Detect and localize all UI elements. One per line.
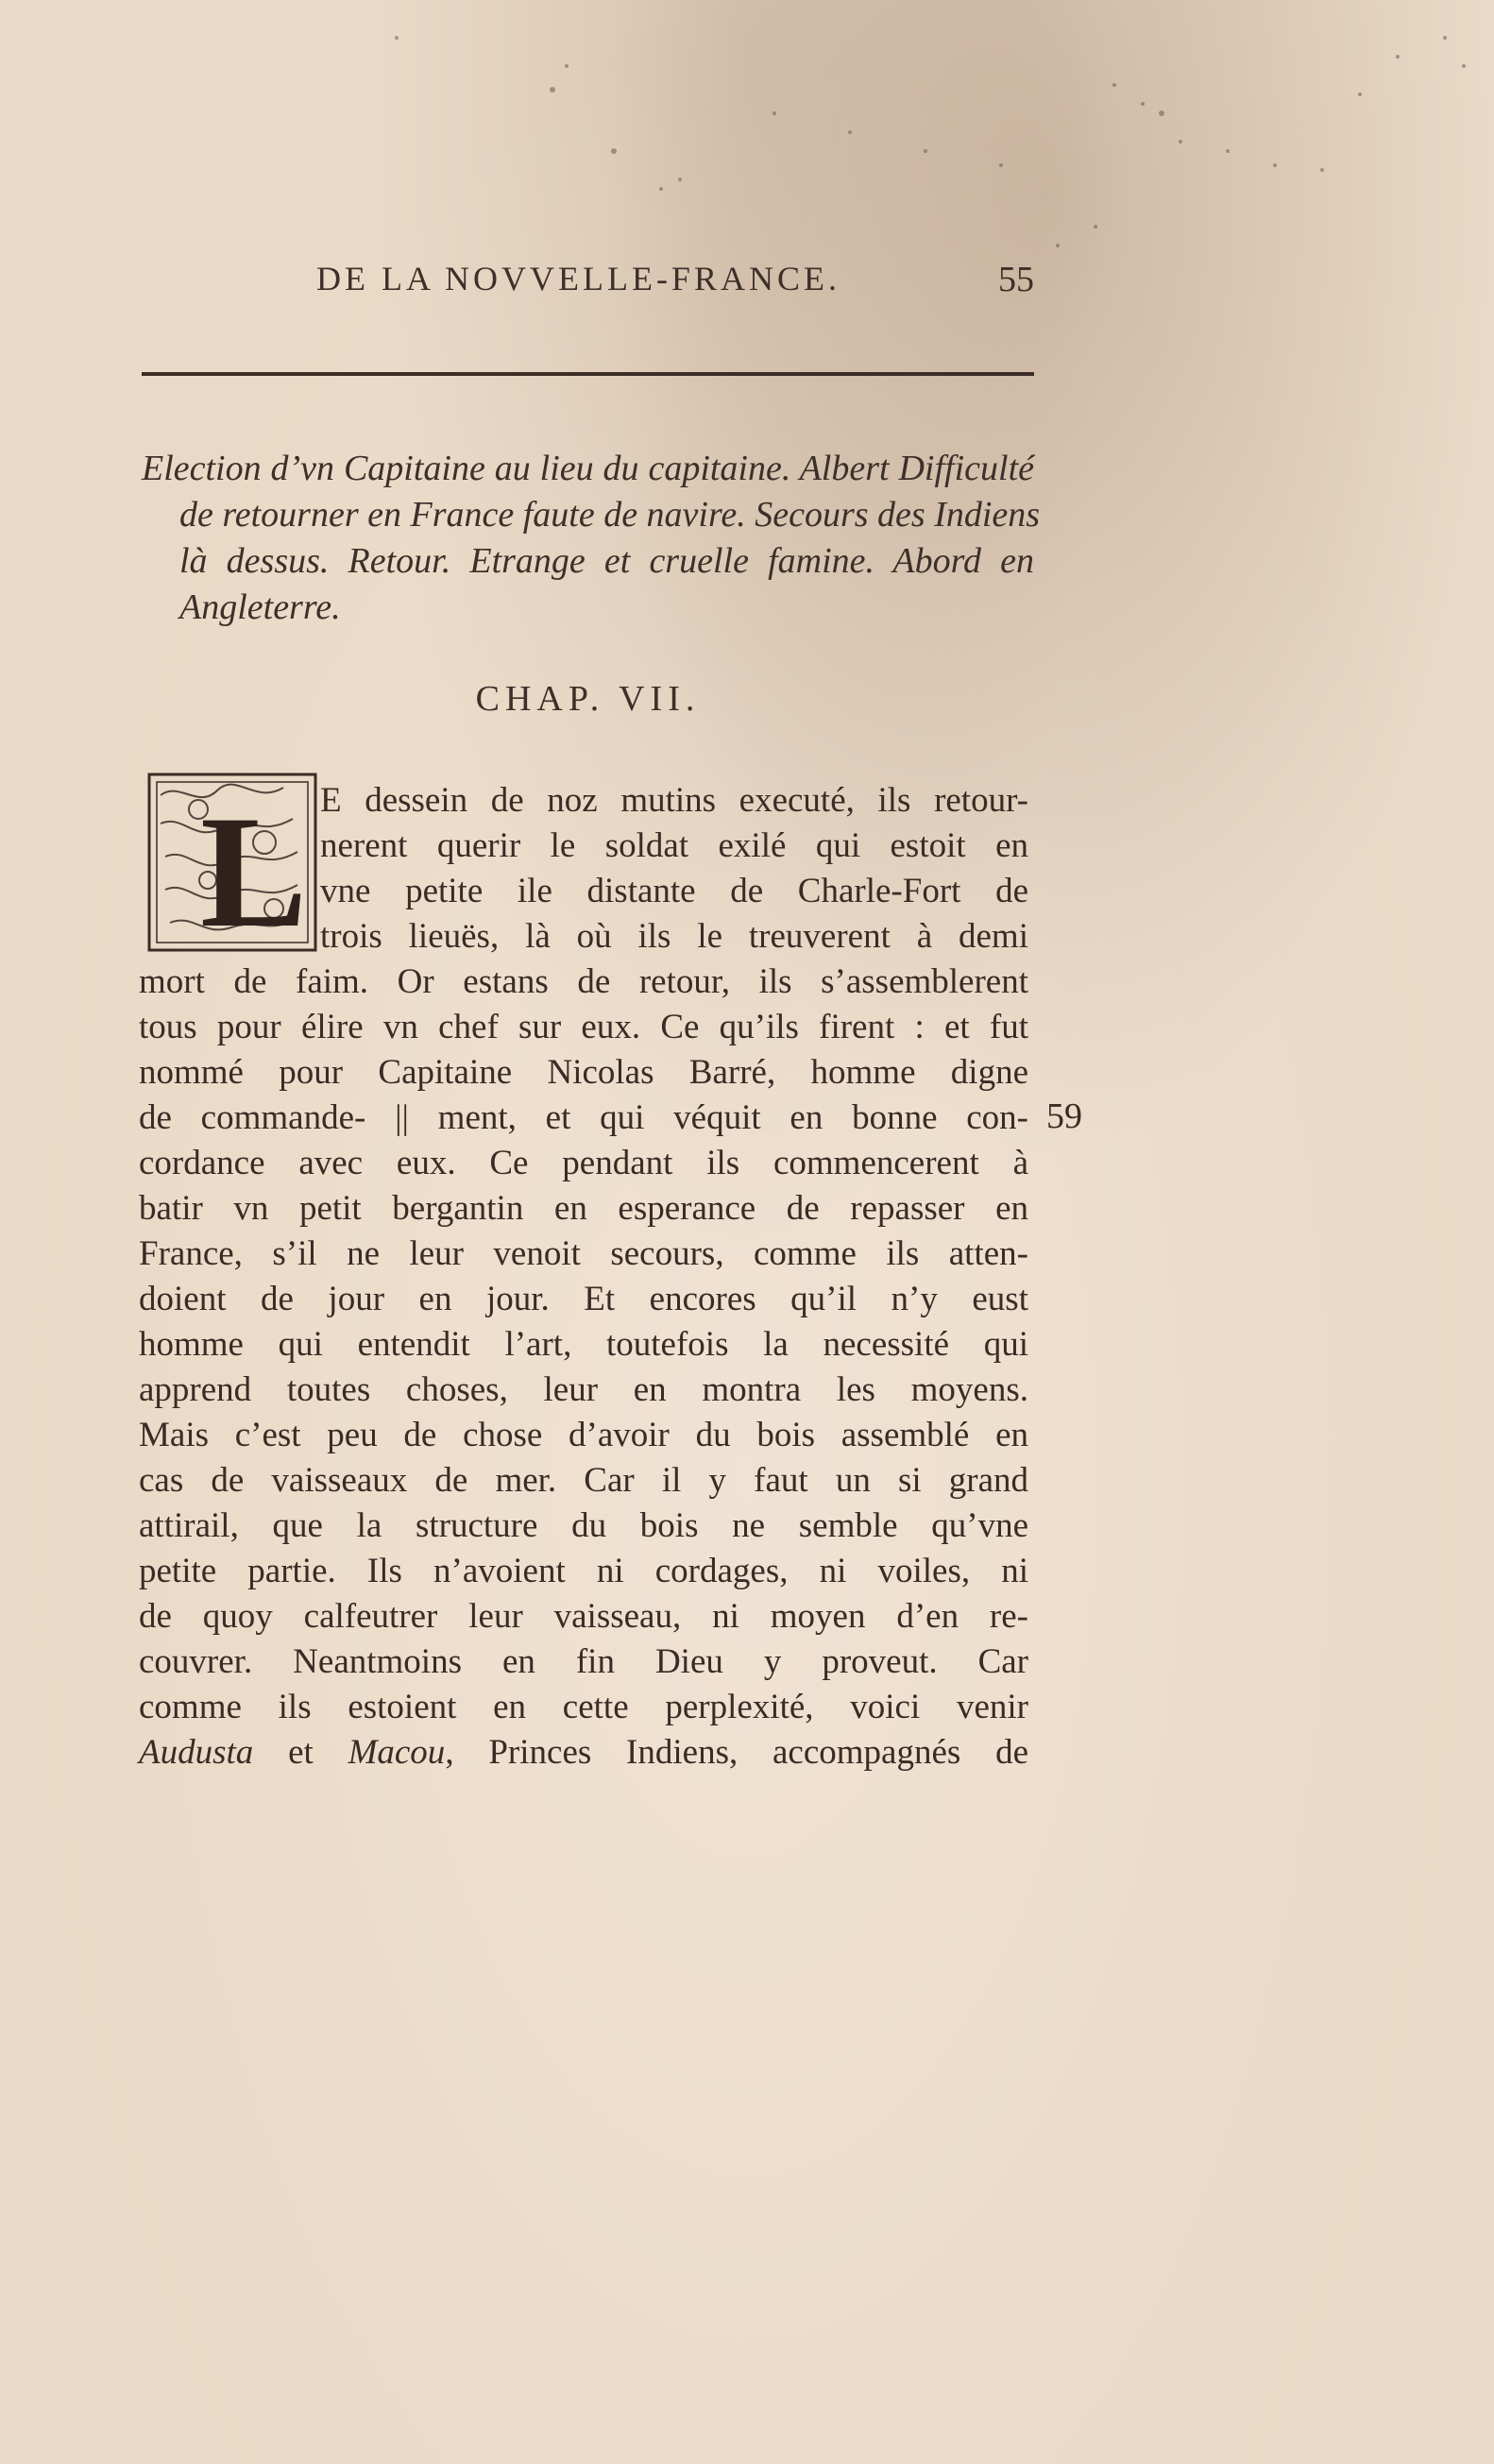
summary-line: de retourner en France faute de navire. Secours des Indiens — [179, 495, 1041, 535]
page-number: 55 — [998, 260, 1034, 299]
text-line: doient de jour en jour. Et encores qu’il n’y eust — [139, 1280, 1028, 1318]
italic-name: Macou — [348, 1733, 446, 1772]
header-rule — [142, 372, 1034, 376]
text-line — [139, 1730, 1028, 1776]
text-line: comme ils estoient en cette perplexité, voici venir — [139, 1688, 1028, 1726]
text-line: apprend toutes choses, leur en montra les moyens. — [139, 1370, 1028, 1409]
body-paragraph — [139, 778, 1028, 1776]
text-line: E dessein de noz mutins executé, ils retour- — [320, 781, 1028, 820]
connector-text: et — [253, 1733, 348, 1772]
text-line: France, s’il ne leur venoit secours, comme ils atten- — [139, 1234, 1028, 1273]
text-line: de commande- || ment, et qui véquit en bonne con- — [139, 1098, 1028, 1137]
text-line: petite partie. Ils n’avoient ni cordages, ni voiles, ni — [139, 1552, 1028, 1590]
initial-letter: L — [200, 783, 308, 956]
margin-page-number: 59 — [1046, 1096, 1082, 1136]
text-line: couvrer. Neantmoins en fin Dieu y proveut. Car — [139, 1642, 1028, 1681]
running-head — [142, 255, 1034, 302]
chapter-heading: CHAP. VII. — [475, 679, 701, 719]
chapter-summary — [142, 446, 1041, 631]
text-line: de quoy calfeutrer leur vaisseau, ni moyen d’en re- — [139, 1597, 1028, 1636]
text-line: attirail, que la structure du bois ne semble qu’vne — [139, 1506, 1028, 1545]
text-line: cas de vaisseaux de mer. Car il y faut un si grand — [139, 1461, 1028, 1500]
text-line: mort de faim. Or estans de retour, ils s’assemblerent — [139, 962, 1028, 1001]
text-line: cordance avec eux. Ce pendant ils commencerent à — [139, 1144, 1028, 1182]
line-rest: , Princes Indiens, accompagnés de — [445, 1733, 1029, 1772]
foxing-stains — [0, 0, 1494, 283]
text-line: homme qui entendit l’art, toutefois la necessité qui — [139, 1325, 1028, 1364]
text-line: batir vn petit bergantin en esperance de repasser en — [139, 1189, 1028, 1228]
summary-line: Angleterre. — [179, 587, 341, 627]
running-head-title: DE LA NOVVELLE-FRANCE. — [316, 260, 840, 297]
text-line: trois lieuës, là où ils le treuverent à demi — [320, 917, 1028, 956]
text-line: Mais c’est peu de chose d’avoir du bois assemblé en — [139, 1416, 1028, 1454]
italic-name: Audusta — [139, 1733, 254, 1772]
summary-line: là dessus. Retour. Etrange et cruelle famine. Abord en — [179, 541, 1034, 581]
text-line: nommé pour Capitaine Nicolas Barré, homme digne — [139, 1053, 1028, 1092]
text-line: vne petite ile distante de Charle-Fort de — [320, 872, 1028, 910]
text-line: nerent querir le soldat exilé qui estoit en — [320, 826, 1028, 865]
summary-line: Election d’vn Capitaine au lieu du capitaine. Albert Difficulté — [142, 449, 1034, 488]
text-line: tous pour élire vn chef sur eux. Ce qu’ils firent : et fut — [139, 1008, 1028, 1046]
